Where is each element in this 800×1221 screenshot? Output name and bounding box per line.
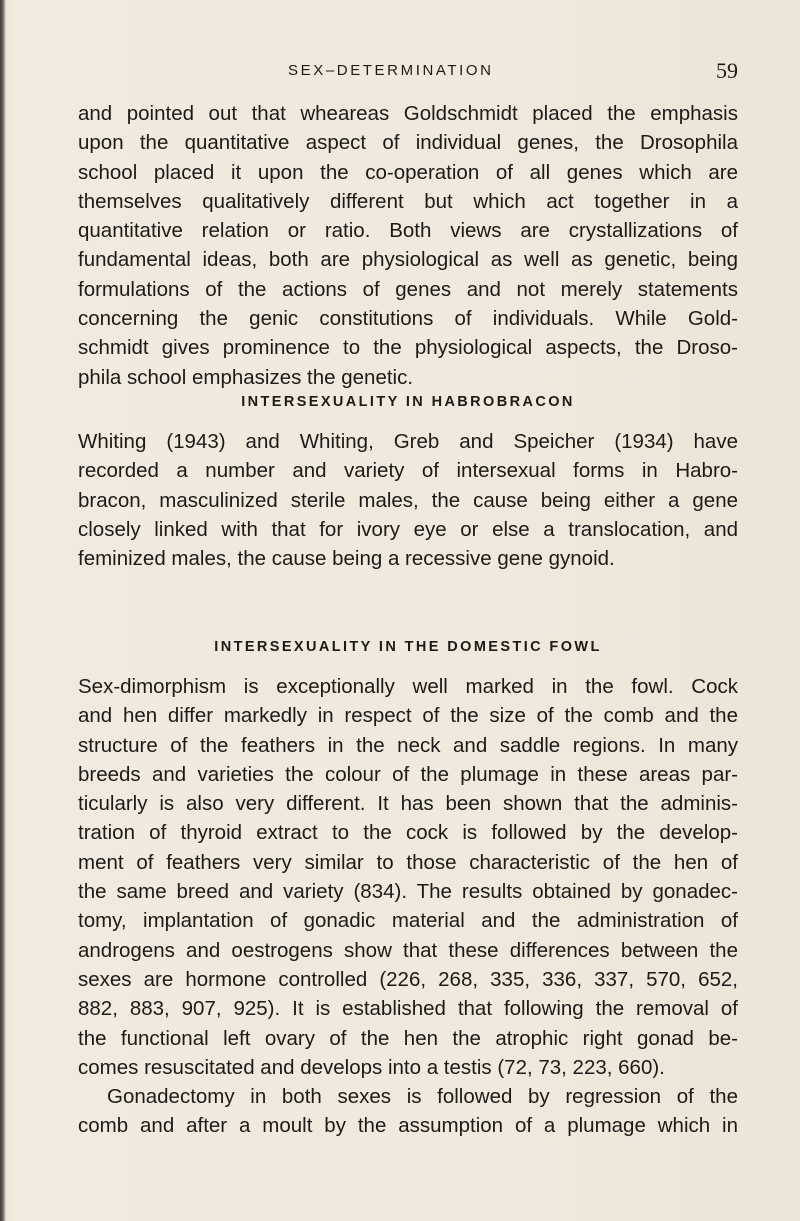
text-line: closely linked with that for ivory eye or else a translocation, and bbox=[78, 517, 738, 541]
text-line: formulations of the actions of genes and not merely statements bbox=[78, 277, 738, 301]
text-line: recorded a number and variety of intersexual forms in Habro- bbox=[78, 459, 738, 483]
text-line: bracon, masculinized sterile males, the cause being either a gene bbox=[78, 488, 738, 512]
text-line: concerning the genic constitutions of individuals. While Gold- bbox=[78, 307, 738, 331]
text-line: 882, 883, 907, 925). It is established that following the removal of bbox=[78, 997, 738, 1021]
text-line: Whiting (1943) and Whiting, Greb and Speicher (1934) have bbox=[78, 430, 738, 453]
section-heading-habrobracon: INTERSEXUALITY IN HABROBRACON bbox=[241, 394, 575, 410]
text-line: themselves qualitatively different but which act together in a bbox=[78, 189, 738, 213]
text-line: Gonadectomy in both sexes is followed by regression of the bbox=[107, 1085, 738, 1108]
text-line: upon the quantitative aspect of individual genes, the Drosophila bbox=[78, 131, 738, 155]
text-line: structure of the feathers in the neck and saddle regions. In many bbox=[78, 733, 738, 757]
text-line: ticularly is also very different. It has been shown that the adminis- bbox=[78, 792, 738, 816]
text-line: comes resuscitated and develops into a testis (72, 73, 223, 660). bbox=[78, 1055, 665, 1079]
text-line: schmidt gives prominence to the physiological aspects, the Droso- bbox=[78, 336, 738, 360]
paragraph-habrobracon bbox=[78, 427, 738, 573]
text-line: phila school emphasizes the genetic. bbox=[78, 365, 414, 389]
text-line: comb and after a moult by the assumption of a plumage which in bbox=[78, 1114, 738, 1138]
text-line: the functional left ovary of the hen the atrophic right gonad be- bbox=[78, 1026, 738, 1050]
paragraph-gonadectomy bbox=[78, 1082, 738, 1141]
text-line: the same breed and variety (834). The results obtained by gonadec- bbox=[78, 880, 738, 904]
binding-edge bbox=[0, 0, 6, 1221]
section-heading-domestic-fowl: INTERSEXUALITY IN THE DOMESTIC FOWL bbox=[214, 639, 602, 655]
paragraph-domestic-fowl bbox=[78, 672, 738, 1082]
text-line: androgens and oestrogens show that these differences between the bbox=[78, 938, 738, 962]
text-line: breeds and varieties the colour of the plumage in these areas par- bbox=[78, 762, 738, 786]
page-number: 59 bbox=[716, 58, 738, 83]
text-line: and hen differ markedly in respect of the size of the comb and the bbox=[78, 704, 738, 728]
text-line: tomy, implantation of gonadic material and the administration of bbox=[78, 909, 738, 933]
paragraph-goldschmidt-drosophila bbox=[78, 99, 738, 392]
text-line: feminized males, the cause being a recessive gene gynoid. bbox=[78, 547, 615, 571]
text-line: ment of feathers very similar to those characteristic of the hen of bbox=[78, 850, 738, 874]
text-line: and pointed out that wheareas Goldschmidt placed the emphasis bbox=[78, 102, 738, 125]
text-line: Sex-dimorphism is exceptionally well marked in the fowl. Cock bbox=[78, 675, 738, 698]
running-head bbox=[78, 58, 738, 88]
text-line: sexes are hormone controlled (226, 268, 335, 336, 337, 570, 652, bbox=[78, 967, 738, 991]
running-title: SEX–DETERMINATION bbox=[288, 62, 494, 79]
text-line: tration of thyroid extract to the cock is followed by the develop- bbox=[78, 821, 738, 845]
text-line: school placed it upon the co-operation of all genes which are bbox=[78, 160, 738, 184]
text-line: fundamental ideas, both are physiological as well as genetic, being bbox=[78, 248, 738, 272]
text-line: quantitative relation or ratio. Both views are crystallizations of bbox=[78, 219, 738, 243]
